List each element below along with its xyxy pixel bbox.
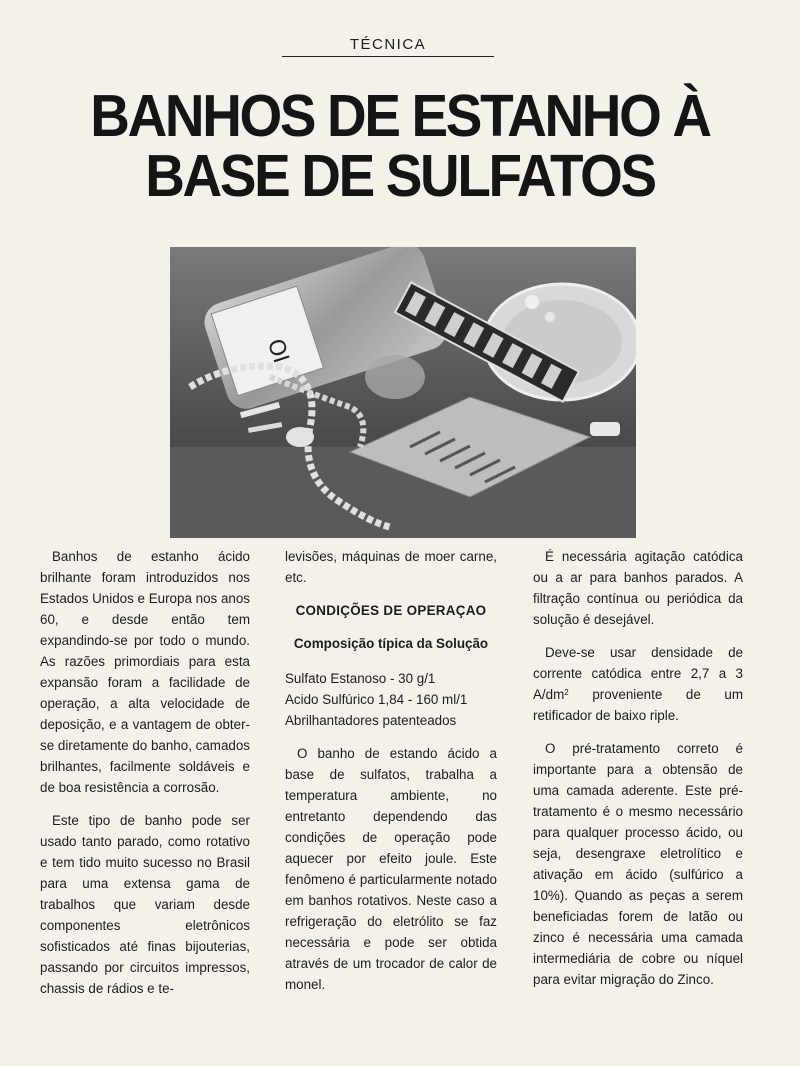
text-run: Deve-se usar densidade de corrente catódica entre 2,7 a 3 A/dm xyxy=(533,645,743,702)
composition-list xyxy=(285,668,497,731)
superscript: 2 xyxy=(564,688,569,697)
paragraph: levisões, máquinas de moer carne, etc. xyxy=(285,549,497,585)
article-title xyxy=(28,83,772,209)
paragraph: O pré-tratamento correto é importante para a obtensão de uma camada aderente. Este pré-tratamento é o mesmo necessário para qualquer processo ácido, ou seja, desengraxe eletrolítico e ativação em ácido (sulfúrico a 10%). Quando as peças a serem beneficiadas forem de latão ou zinco é necessária uma camada intermediária de cobre ou níquel para evitar migração do Zinco. xyxy=(533,741,743,987)
composition-item: Abrilhantadores patenteados xyxy=(285,713,457,728)
paragraph: É necessária agitação catódica ou a ar para banhos parados. A filtração contínua ou periódica da solução é desejável. xyxy=(533,549,743,627)
composition-item: Acido Sulfúrico 1,84 - 160 ml/1 xyxy=(285,692,468,707)
paragraph: Banhos de estanho ácido brilhante foram introduzidos nos Estados Unidos e Europa nos anos 60, e desde então tem expandindo-se por todo o mundo. As razões primordiais para esta expansão foram a facilidade de operação, a alta velocidade de deposição, e a vantagem de obter-se diretamente do banho, camados brilhantes, facilmente soldáveis e de boa resistência a corrosão. xyxy=(40,549,250,795)
section-heading: CONDIÇÕES DE OPERAÇAO xyxy=(295,603,487,618)
subheading: Composição típica da Solução xyxy=(293,636,489,651)
column-1 xyxy=(40,546,250,1011)
article-photo xyxy=(170,247,636,538)
composition-item: Sulfato Estanoso - 30 g/1 xyxy=(285,671,436,686)
article-title-line-2: BASE DE SULFATOS xyxy=(145,143,655,209)
jar-label-text: OI xyxy=(261,335,294,367)
text-run: proveniente de um retificador de baixo riple. xyxy=(533,687,743,723)
column-2 xyxy=(285,546,497,1007)
paragraph xyxy=(533,642,743,726)
section-label: TÉCNICA xyxy=(282,36,494,57)
paragraph: Este tipo de banho pode ser usado tanto parado, como rotativo e tem tido muito sucesso no Brasil para uma extensa gama de trabalhos que variam desde componentes eletrônicos sofisticados até finas bijouterias, passando por circuitos impressos, chassis de rádios e te- xyxy=(40,813,250,996)
column-3 xyxy=(533,546,743,1002)
paragraph: O banho de estando ácido a base de sulfatos, trabalha a temperatura ambiente, no entretanto dependendo das condições de operação pode aquecer por efeito joule. Este fenômeno é particularmente notado em banhos rotativos. Neste caso a refrigeração do eletrólito se faz necessária e pode ser obtida através de um trocador de calor de monel. xyxy=(285,746,497,992)
article-title-line-1: BANHOS DE ESTANHO À xyxy=(90,83,710,149)
